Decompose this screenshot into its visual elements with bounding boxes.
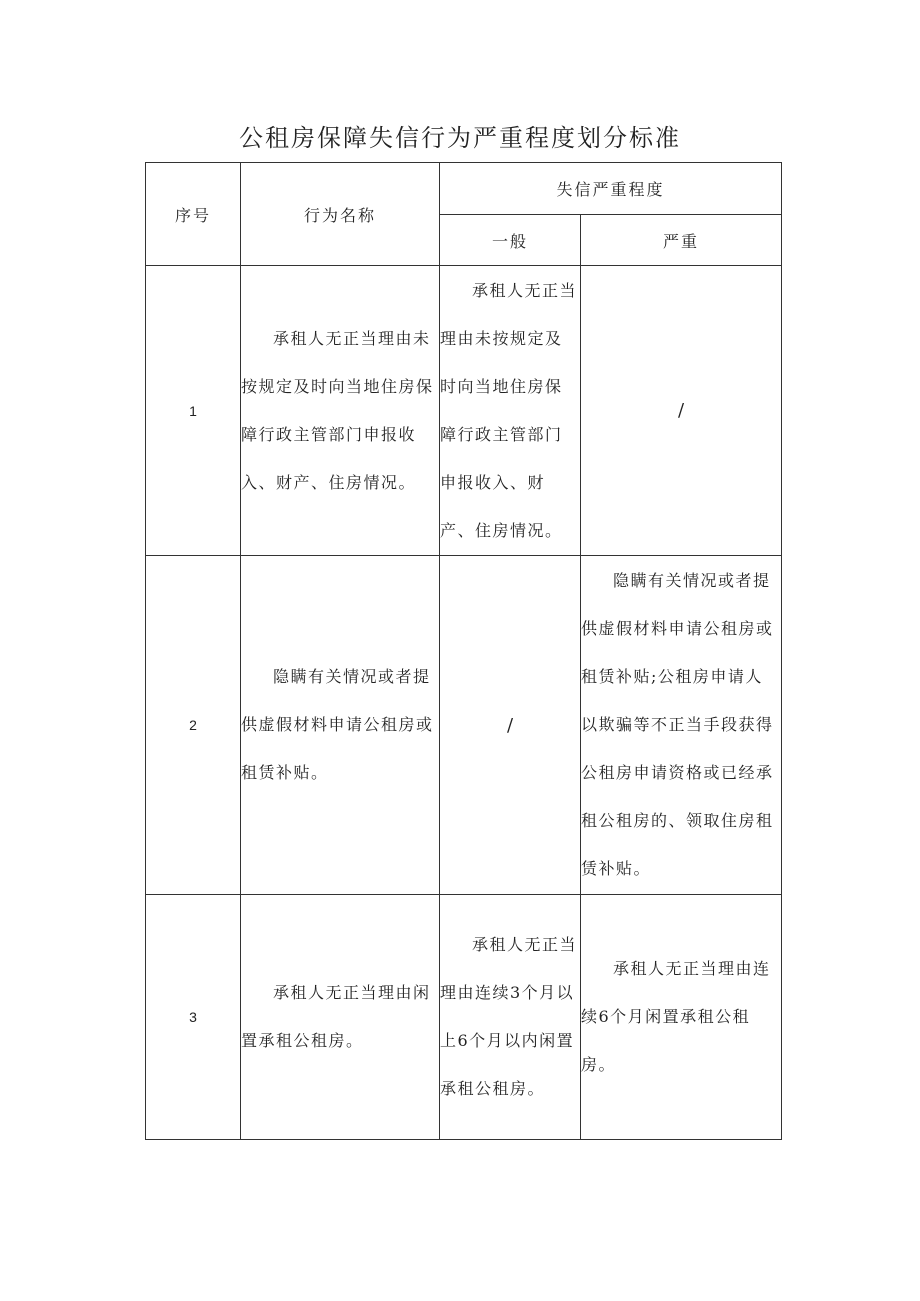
row-serious: / — [581, 266, 782, 556]
header-severity: 失信严重程度 — [440, 163, 782, 215]
behavior-text: 隐瞒有关情况或者提供虚假材料申请公租房或租赁补贴。 — [241, 667, 434, 782]
header-behavior: 行为名称 — [241, 163, 440, 266]
table-row — [146, 895, 782, 1140]
general-text: 承租人无正当理由未按规定及时向当地住房保障行政主管部门申报收入、财产、住房情况。 — [440, 280, 578, 540]
row-behavior — [241, 266, 440, 556]
row-behavior — [241, 895, 440, 1140]
header-row — [146, 163, 782, 215]
row-seq: 2 — [146, 556, 241, 895]
row-seq: 1 — [146, 266, 241, 556]
header-seq: 序号 — [146, 163, 241, 266]
row-serious — [581, 895, 782, 1140]
row-behavior — [241, 556, 440, 895]
row-general: / — [440, 556, 581, 895]
serious-text: 承租人无正当理由连续6个月闲置承租公租房。 — [581, 959, 771, 1074]
row-general — [440, 266, 581, 556]
document-title: 公租房保障失信行为严重程度划分标准 — [239, 124, 681, 152]
row-general — [440, 895, 581, 1140]
behavior-text: 承租人无正当理由闲置承租公租房。 — [241, 983, 431, 1050]
behavior-text: 承租人无正当理由未按规定及时向当地住房保障行政主管部门申报收入、财产、住房情况。 — [241, 328, 434, 492]
table-row — [146, 556, 782, 895]
general-text: 承租人无正当理由连续3个月以上6个月以内闲置承租公租房。 — [440, 935, 578, 1098]
serious-text: 隐瞒有关情况或者提供虚假材料申请公租房或租赁补贴;公租房申请人以欺骗等不正当手段获得公租房申请资格或已经承租公租房的、领取住房租赁补贴。 — [581, 571, 774, 878]
row-seq: 3 — [146, 895, 241, 1140]
table-row — [146, 266, 782, 556]
header-serious: 严重 — [581, 215, 782, 266]
header-general: 一般 — [440, 215, 581, 266]
row-serious — [581, 556, 782, 895]
standards-table — [145, 162, 782, 1140]
